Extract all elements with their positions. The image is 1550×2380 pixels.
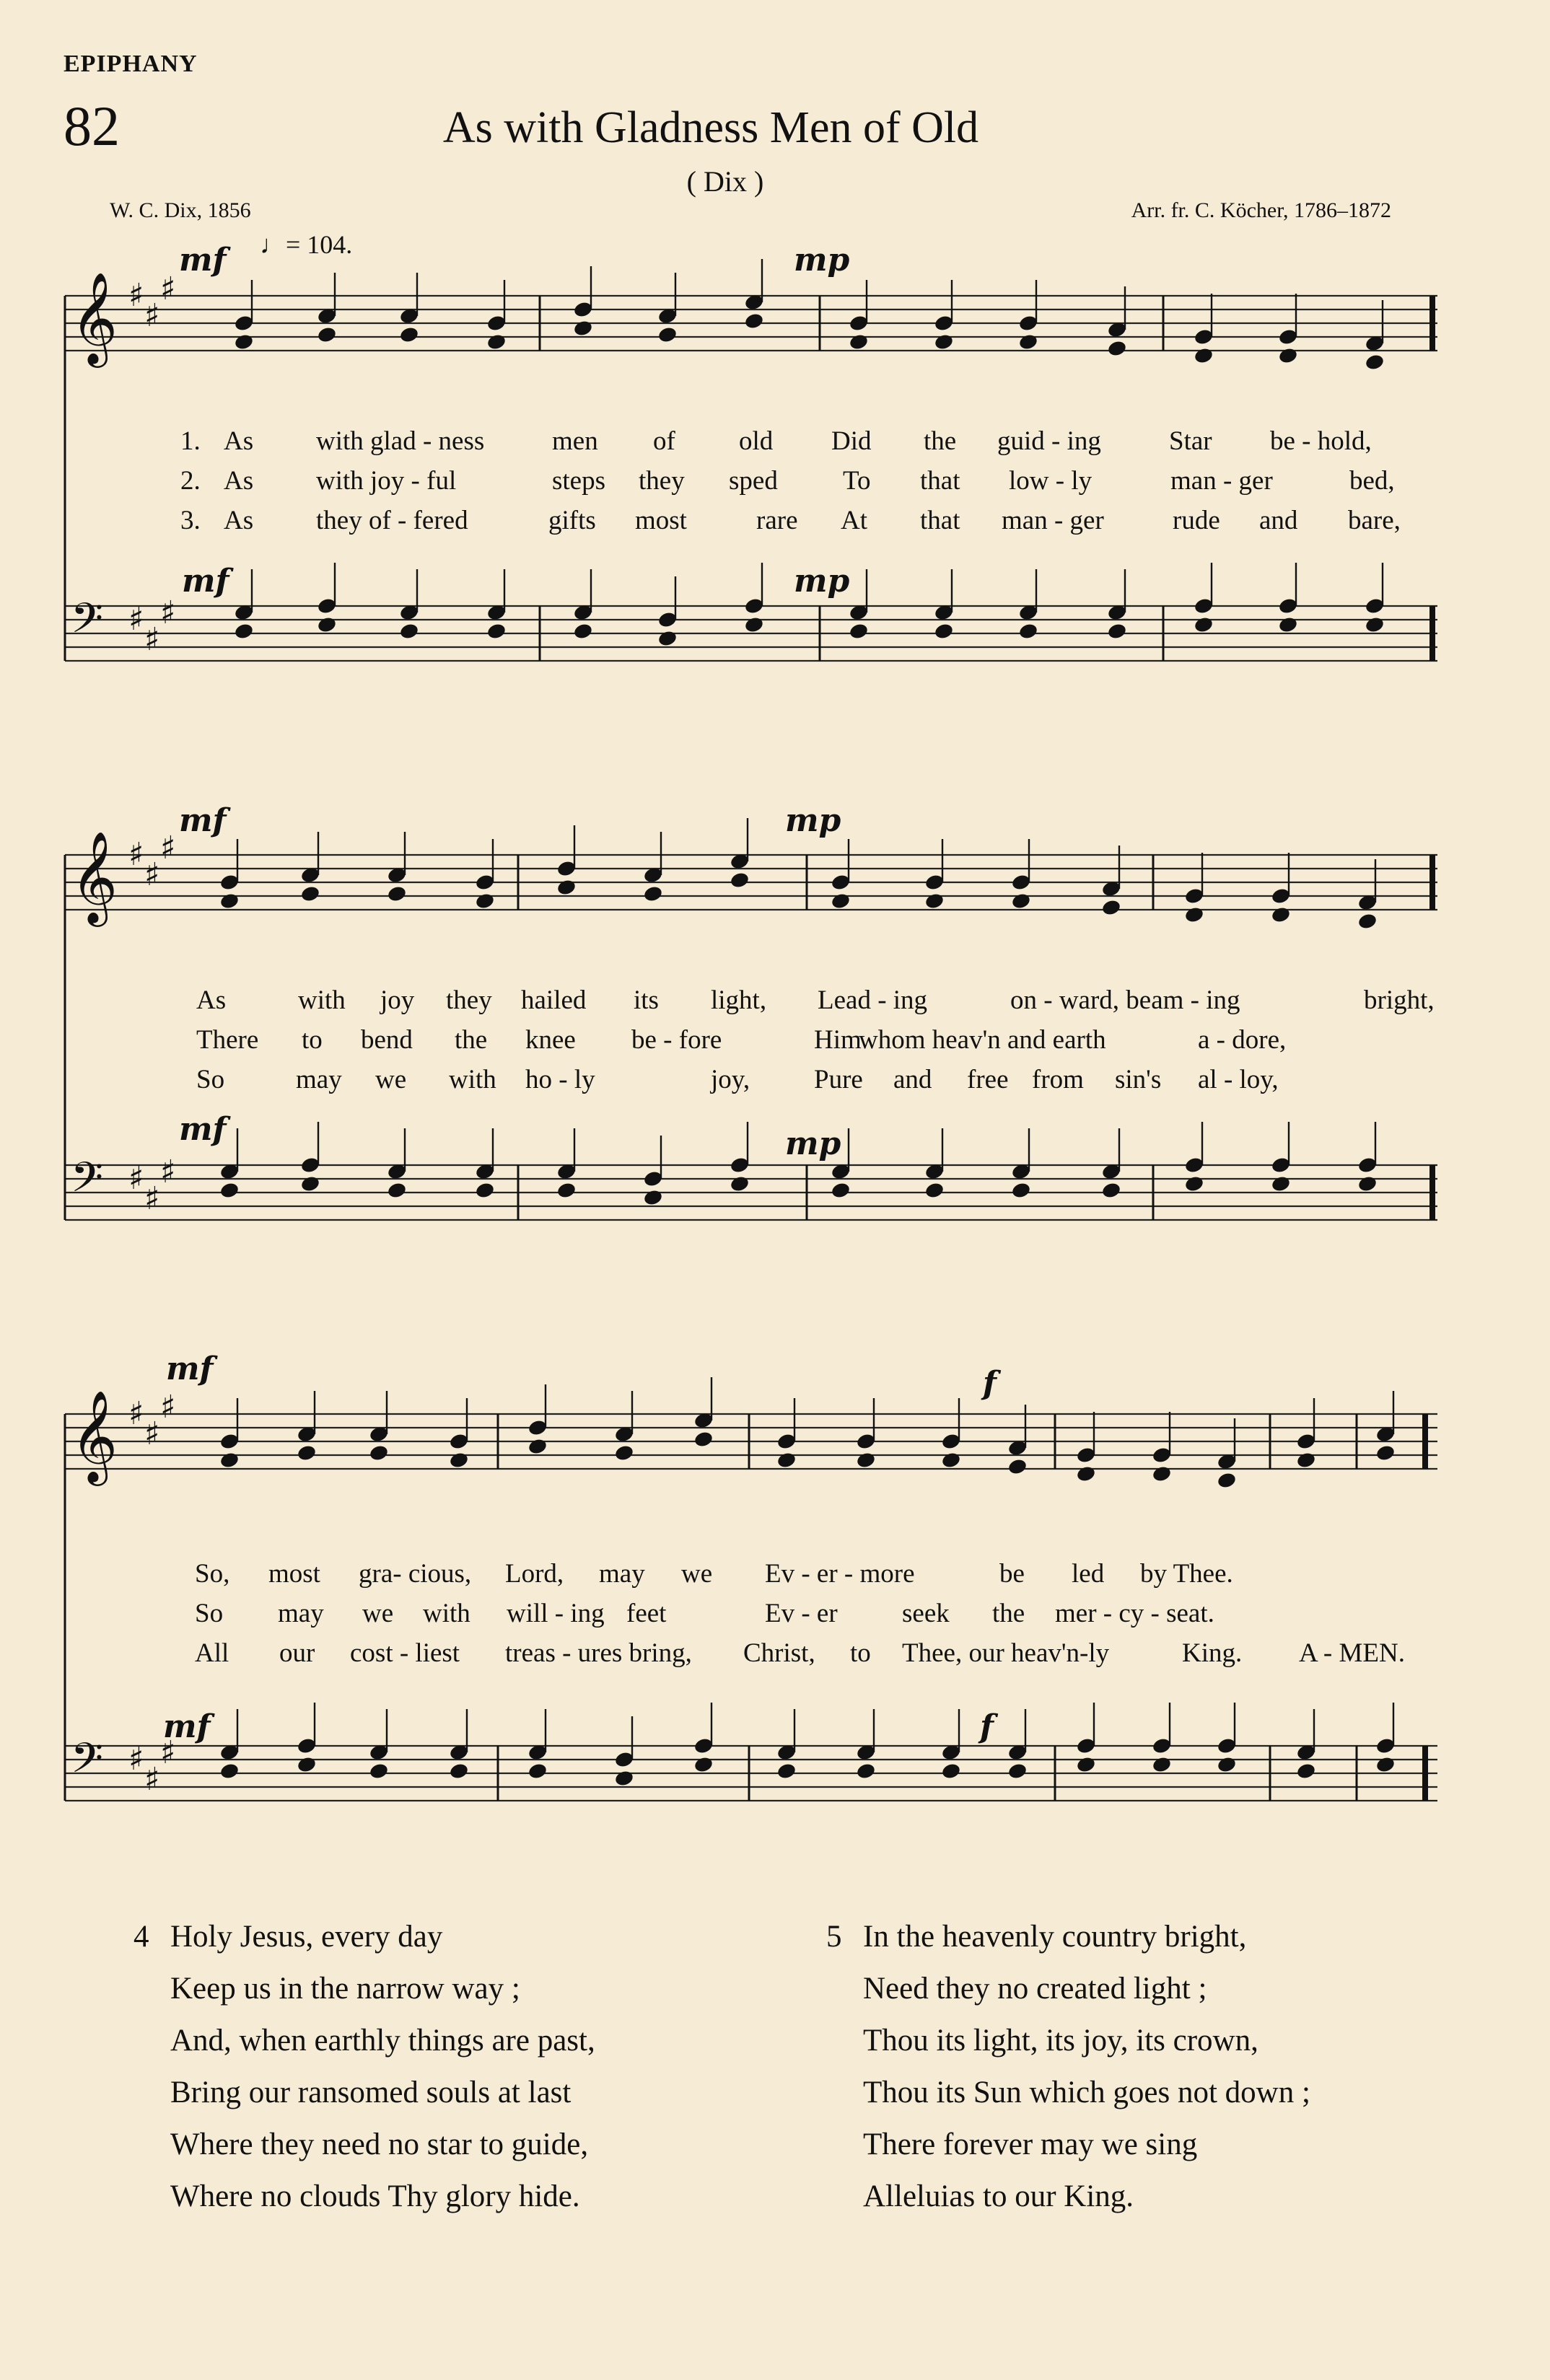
lyric-syllable: cost - liest xyxy=(350,1638,460,1668)
note-head xyxy=(475,892,496,910)
note-head xyxy=(1007,1762,1028,1780)
stanza-line: Alleluias to our King. xyxy=(863,2179,1134,2213)
lyric-syllable: seek xyxy=(902,1599,950,1628)
lyric-syllable: the xyxy=(455,1025,488,1055)
note-head xyxy=(449,1762,470,1780)
dynamic-mf: mf xyxy=(179,1111,227,1148)
lyric-syllable: hailed xyxy=(521,985,587,1015)
note-head xyxy=(486,333,507,351)
note-head xyxy=(399,622,420,640)
note-head xyxy=(657,325,678,343)
lyric-syllable: Him xyxy=(814,1025,862,1055)
lyric-syllable: they xyxy=(639,466,685,496)
lyric-syllable: bed, xyxy=(1349,466,1395,496)
note-head xyxy=(924,1181,945,1199)
note-head xyxy=(1107,339,1128,357)
note-head xyxy=(486,622,507,640)
note-head xyxy=(1271,1174,1292,1193)
lyric-syllable: bright, xyxy=(1364,985,1435,1015)
note-head xyxy=(219,1181,240,1199)
note-head xyxy=(941,1451,962,1469)
sharp-sign: ♯ xyxy=(128,1395,144,1432)
note-head xyxy=(556,1181,577,1199)
lyric-syllable: men xyxy=(552,426,598,456)
stanza-line: Holy Jesus, every day xyxy=(170,1920,443,1954)
lyric-syllable: As xyxy=(224,426,254,456)
note-head xyxy=(387,1181,408,1199)
note-head xyxy=(744,615,765,633)
note-head xyxy=(1217,1471,1238,1489)
lyric-syllable: from xyxy=(1032,1065,1084,1094)
words-credit: W. C. Dix, 1856 xyxy=(110,198,251,222)
note-head xyxy=(317,325,338,343)
note-head xyxy=(556,878,577,896)
lyric-syllable: by Thee. xyxy=(1140,1559,1233,1589)
lyric-syllable: its xyxy=(634,985,659,1015)
sharp-sign: ♯ xyxy=(144,1180,160,1217)
note-head xyxy=(573,622,594,640)
note-head xyxy=(234,622,255,640)
lyric-syllable: At xyxy=(841,506,867,535)
lyric-syllable: All xyxy=(195,1638,229,1668)
music-credit: Arr. fr. C. Köcher, 1786–1872 xyxy=(1131,198,1391,222)
stanza-line: Thou its light, its joy, its crown, xyxy=(863,2024,1258,2058)
note-head xyxy=(1184,905,1205,923)
note-head xyxy=(614,1769,635,1787)
lyric-syllable: may xyxy=(599,1559,645,1589)
lyric-syllable: be - hold, xyxy=(1270,426,1372,456)
note-head xyxy=(1357,1174,1378,1193)
tune-name: ( Dix ) xyxy=(686,165,764,198)
sharp-sign: ♯ xyxy=(128,1160,144,1197)
lyric-syllable: mer - cy - seat. xyxy=(1055,1599,1214,1628)
note-head xyxy=(527,1762,548,1780)
lyric-syllable: low - ly xyxy=(1009,466,1093,496)
note-head xyxy=(1018,622,1039,640)
lyric-syllable: may xyxy=(278,1599,324,1628)
lyric-syllable: whom heav'n and earth xyxy=(859,1025,1106,1055)
stanza-line: Thou its Sun which goes not down ; xyxy=(863,2076,1310,2109)
lyric-syllable: gra- cious, xyxy=(359,1559,472,1589)
note-head xyxy=(475,1181,496,1199)
lyric-syllable: led xyxy=(1072,1559,1105,1589)
lyric-syllable: of xyxy=(653,426,675,456)
sharp-sign: ♯ xyxy=(160,271,176,307)
note-head xyxy=(1011,892,1032,910)
note-head xyxy=(693,1430,714,1448)
note-head xyxy=(1357,912,1378,930)
dynamic-mp: mp xyxy=(785,1125,841,1162)
lyric-syllable: we xyxy=(375,1065,407,1094)
lyric-syllable: Ev - er xyxy=(765,1599,838,1628)
note-head xyxy=(317,615,338,633)
lyric-syllable: bare, xyxy=(1348,506,1401,535)
lyric-syllable: knee xyxy=(525,1025,576,1055)
hymn-title: As with Gladness Men of Old xyxy=(442,103,979,152)
lyric-syllable: be - fore xyxy=(631,1025,722,1055)
lyric-syllable: King. xyxy=(1182,1638,1243,1668)
lyric-syllable: with glad - ness xyxy=(316,426,485,456)
sharp-sign: ♯ xyxy=(160,1389,176,1426)
note-head xyxy=(1375,1755,1396,1773)
note-head xyxy=(219,1762,240,1780)
lyric-syllable: rare xyxy=(756,506,798,535)
note-head xyxy=(831,1181,851,1199)
lyric-syllable: be xyxy=(999,1559,1025,1589)
dynamic-mf: mf xyxy=(179,242,227,278)
note-head xyxy=(730,1174,750,1193)
lyric-syllable: to xyxy=(850,1638,871,1668)
note-head xyxy=(1152,1465,1173,1483)
verse-number: 2. xyxy=(180,466,201,496)
sharp-sign: ♯ xyxy=(160,1734,176,1771)
lyric-syllable: al - loy, xyxy=(1198,1065,1279,1094)
note-head xyxy=(1375,1444,1396,1462)
note-head xyxy=(1101,1181,1122,1199)
lyric-syllable: we xyxy=(362,1599,394,1628)
lyric-syllable: they of - fered xyxy=(316,506,468,535)
lyric-syllable: most xyxy=(268,1559,320,1589)
lyric-syllable: sped xyxy=(729,466,778,496)
note-head xyxy=(1018,333,1039,351)
lyric-syllable: Lord, xyxy=(505,1559,564,1589)
verse-number: 1. xyxy=(180,426,201,456)
lyric-syllable: with xyxy=(423,1599,470,1628)
dynamic-mp: mp xyxy=(785,802,841,839)
lyric-syllable: As xyxy=(224,506,254,535)
note-head xyxy=(693,1755,714,1773)
dynamic-mf: mf xyxy=(179,802,227,839)
sharp-sign: ♯ xyxy=(144,297,160,334)
note-head xyxy=(924,892,945,910)
dynamic-mp: mp xyxy=(794,563,850,600)
note-head xyxy=(849,622,870,640)
note-head xyxy=(527,1437,548,1455)
lyric-syllable: with joy - ful xyxy=(316,466,457,496)
lyric-syllable: As xyxy=(224,466,254,496)
lyric-syllable: and xyxy=(1259,506,1298,535)
note-head xyxy=(776,1762,797,1780)
sharp-sign: ♯ xyxy=(160,830,176,866)
lyric-syllable: So xyxy=(196,1065,225,1094)
stanza-line: Where they need no star to guide, xyxy=(170,2127,589,2161)
lyric-syllable: they xyxy=(446,985,492,1015)
hymn-number: 82 xyxy=(64,95,120,157)
stanza-line: Bring our ransomed souls at last xyxy=(170,2076,572,2109)
lyric-syllable: that xyxy=(920,466,960,496)
note-head xyxy=(1076,1465,1097,1483)
lyric-syllable: free xyxy=(967,1065,1009,1094)
sharp-sign: ♯ xyxy=(144,1415,160,1452)
note-head xyxy=(856,1451,877,1469)
lyric-syllable: rude xyxy=(1173,506,1220,535)
note-head xyxy=(234,333,255,351)
tempo-marking: ♩= 104. xyxy=(260,230,353,259)
lyric-syllable: bend xyxy=(361,1025,413,1055)
lyric-syllable: Lead - ing xyxy=(818,985,928,1015)
dynamic-mf: mf xyxy=(182,563,229,600)
note-head xyxy=(1278,615,1299,633)
lyric-syllable: with xyxy=(298,985,346,1015)
bass-clef: 𝄢 xyxy=(71,1734,104,1793)
lyric-syllable: To xyxy=(843,466,871,496)
lyric-syllable: with xyxy=(449,1065,496,1094)
note-head xyxy=(1194,615,1214,633)
sharp-sign: ♯ xyxy=(144,1761,160,1798)
note-head xyxy=(744,312,765,330)
bass-clef: 𝄢 xyxy=(71,1153,104,1212)
sharp-sign: ♯ xyxy=(128,277,144,314)
lyric-syllable: ho - ly xyxy=(525,1065,595,1094)
lyric-syllable: Did xyxy=(831,426,872,456)
lyric-syllable: may xyxy=(296,1065,342,1094)
stanza-line: And, when earthly things are past, xyxy=(170,2024,595,2058)
note-head xyxy=(941,1762,962,1780)
lyric-syllable: gifts xyxy=(548,506,596,535)
lyric-syllable: So xyxy=(195,1599,224,1628)
note-head xyxy=(1278,346,1299,364)
lyric-syllable: light, xyxy=(711,985,767,1015)
lyric-syllable: Thee, our heav'n-ly xyxy=(902,1638,1110,1668)
note-head xyxy=(399,325,420,343)
stanza-number: 5 xyxy=(826,1920,842,1954)
note-head xyxy=(219,1451,240,1469)
lyric-syllable: man - ger xyxy=(1002,506,1104,535)
lyric-syllable: feet xyxy=(626,1599,667,1628)
section-label: EPIPHANY xyxy=(64,51,198,77)
lyric-syllable: to xyxy=(302,1025,323,1055)
note-head xyxy=(657,629,678,647)
note-head xyxy=(934,333,955,351)
stanza-line: Keep us in the narrow way ; xyxy=(170,1972,520,2006)
dynamic-f: f xyxy=(983,1365,997,1402)
note-head xyxy=(387,884,408,903)
note-head xyxy=(776,1451,797,1469)
stanza-number: 4 xyxy=(133,1920,149,1954)
note-head xyxy=(449,1451,470,1469)
note-head xyxy=(369,1762,390,1780)
lyric-syllable: on - ward, beam - ing xyxy=(1010,985,1240,1015)
bass-clef: 𝄢 xyxy=(71,594,104,653)
lyric-syllable: guid - ing xyxy=(997,426,1101,456)
dynamic-f: f xyxy=(980,1708,994,1745)
note-head xyxy=(1271,905,1292,923)
lyric-syllable: will - ing xyxy=(507,1599,605,1628)
note-head xyxy=(1107,622,1128,640)
sharp-sign: ♯ xyxy=(160,1154,176,1190)
treble-clef: 𝄞 xyxy=(71,1389,118,1482)
sharp-sign: ♯ xyxy=(144,856,160,893)
note-head xyxy=(1076,1755,1097,1773)
note-head xyxy=(219,892,240,910)
lyric-syllable: joy, xyxy=(711,1065,750,1094)
lyric-syllable: most xyxy=(635,506,687,535)
treble-clef: 𝄞 xyxy=(71,271,118,364)
lyric-syllable: A - MEN. xyxy=(1299,1638,1405,1668)
note-head xyxy=(1296,1451,1317,1469)
sharp-sign: ♯ xyxy=(128,836,144,873)
note-head xyxy=(300,884,321,903)
note-head xyxy=(1011,1181,1032,1199)
note-head xyxy=(1152,1755,1173,1773)
note-head xyxy=(643,1188,664,1206)
treble-clef: 𝄞 xyxy=(71,830,118,923)
lyric-syllable: Star xyxy=(1169,426,1212,456)
lyric-syllable: So, xyxy=(195,1559,230,1589)
note-head xyxy=(730,871,750,889)
note-head xyxy=(300,1174,321,1193)
stanza-line: In the heavenly country bright, xyxy=(863,1920,1247,1954)
lyric-syllable: that xyxy=(920,506,960,535)
lyric-syllable: There xyxy=(196,1025,259,1055)
lyric-syllable: old xyxy=(739,426,774,456)
sharp-sign: ♯ xyxy=(160,594,176,631)
note-head xyxy=(934,622,955,640)
note-head xyxy=(1101,898,1122,916)
note-head xyxy=(1184,1174,1205,1193)
note-head xyxy=(369,1444,390,1462)
note-head xyxy=(1296,1762,1317,1780)
dynamic-mf: mf xyxy=(166,1351,214,1387)
note-head xyxy=(849,333,870,351)
note-head xyxy=(1365,353,1385,371)
note-head xyxy=(831,892,851,910)
note-head xyxy=(297,1755,318,1773)
lyric-syllable: a - dore, xyxy=(1198,1025,1287,1055)
note-head xyxy=(1217,1755,1238,1773)
stanza-line: Where no clouds Thy glory hide. xyxy=(170,2179,580,2213)
lyric-syllable: we xyxy=(681,1559,713,1589)
note-head xyxy=(1007,1457,1028,1475)
dynamic-mp: mp xyxy=(794,242,850,278)
verse-number: 3. xyxy=(180,506,201,535)
note-head xyxy=(297,1444,318,1462)
note-head xyxy=(1365,615,1385,633)
lyric-syllable: treas - ures bring, xyxy=(505,1638,692,1668)
lyric-syllable: man - ger xyxy=(1170,466,1273,496)
sharp-sign: ♯ xyxy=(144,621,160,658)
lyric-syllable: joy xyxy=(380,985,415,1015)
lyric-syllable: steps xyxy=(552,466,605,496)
lyric-syllable: As xyxy=(196,985,227,1015)
note-head xyxy=(856,1762,877,1780)
lyric-syllable: Christ, xyxy=(743,1638,815,1668)
note-head xyxy=(1194,346,1214,364)
lyric-syllable: the xyxy=(924,426,957,456)
lyric-syllable: and xyxy=(893,1065,932,1094)
sharp-sign: ♯ xyxy=(128,1741,144,1778)
note-head xyxy=(573,319,594,337)
stanza-line: Need they no created light ; xyxy=(863,1972,1207,2006)
note-head xyxy=(643,884,664,903)
dynamic-mf: mf xyxy=(163,1708,211,1745)
lyric-syllable: Pure xyxy=(814,1065,863,1094)
lyric-syllable: our xyxy=(279,1638,315,1668)
stanza-line: There forever may we sing xyxy=(863,2127,1198,2161)
note-head xyxy=(614,1444,635,1462)
lyric-syllable: the xyxy=(992,1599,1025,1628)
lyric-syllable: Ev - er - more xyxy=(765,1559,915,1589)
lyric-syllable: sin's xyxy=(1115,1065,1162,1094)
sharp-sign: ♯ xyxy=(128,601,144,638)
